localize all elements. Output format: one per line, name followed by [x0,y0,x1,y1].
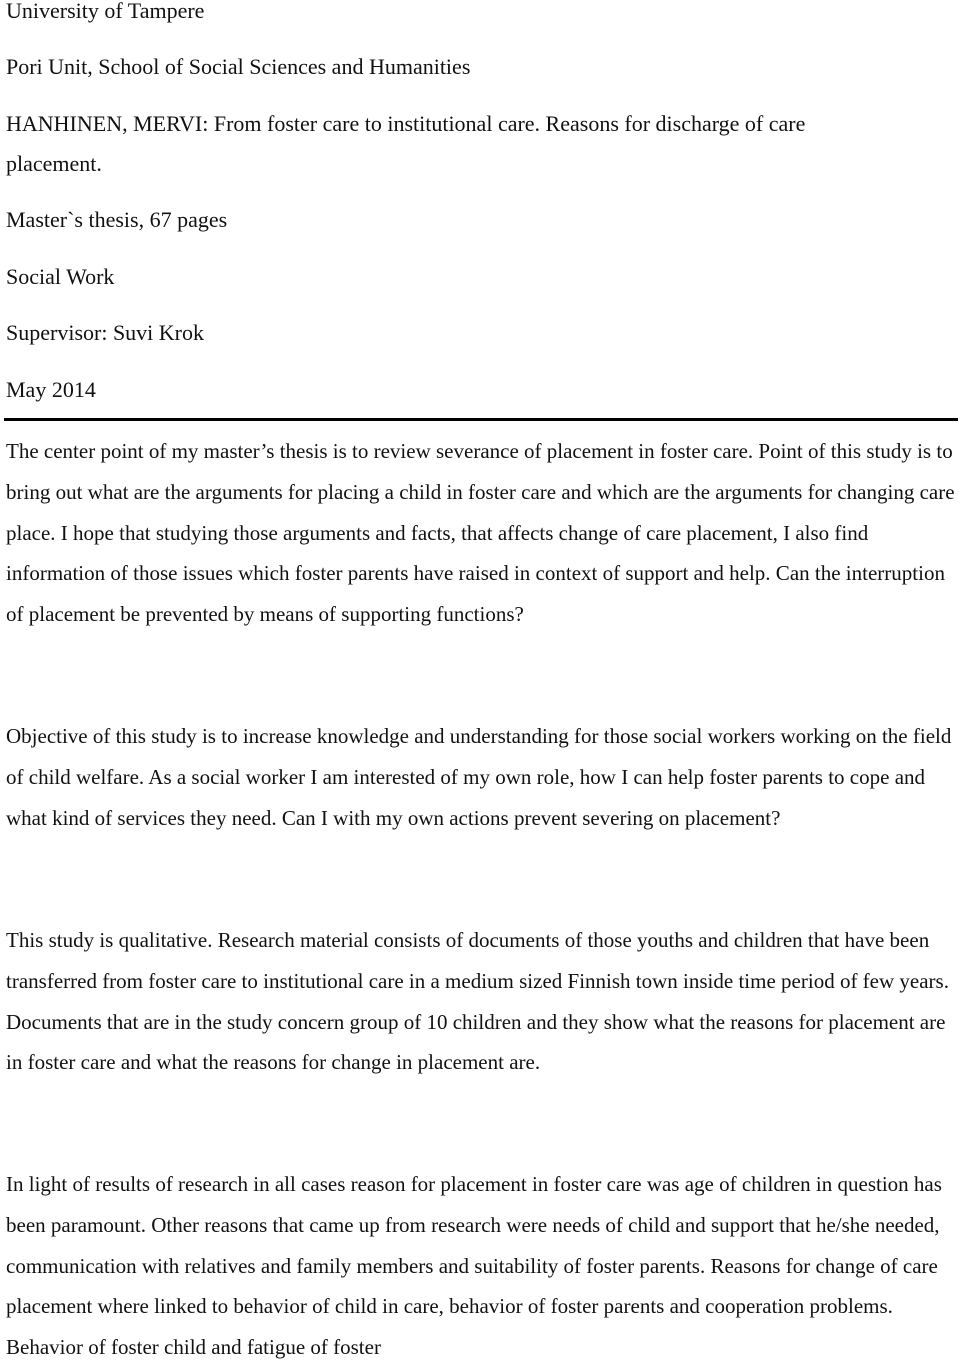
thesis-title-line-1: HANHINEN, MERVI: From foster care to institutional care. Reasons for discharge of care [6,111,806,136]
date: May 2014 [6,377,96,402]
university-name: University of Tampere [6,0,205,23]
thesis-info: Master`s thesis, 67 pages [6,207,228,232]
supervisor: Supervisor: Suvi Krok [6,320,204,345]
abstract-paragraph-4: In light of results of research in all cases reason for placement in foster care was age of children in question has been paramount. Other reasons that came up from research were needs of child and support that he/she needed, communication with relatives and family members and suitability of foster parents. Reasons for change of care placement where linked to behavior of child in care, behavior of foster parents and cooperation problems. Behavior of foster child and fatigue of foster [6,1172,942,1360]
header-divider [4,418,958,421]
unit-name: Pori Unit, School of Social Sciences and Humanities [6,54,471,79]
subject: Social Work [6,264,115,289]
abstract-paragraph-1: The center point of my master’s thesis is to review severance of placement in foster care. Point of this study is to bring out what are the arguments for placing a child in foster care and which are the arguments for changing care place. I hope that studying those arguments and facts, that affects change of care placement, I also find information of those issues which foster parents have raised in context of support and help. Can the interruption of placement be prevented by means of supporting functions? [6,439,955,627]
abstract-paragraph-2: Objective of this study is to increase knowledge and understanding for those social workers working on the field of child welfare. As a social worker I am interested of my own role, how I can help foster parents to cope and what kind of services they need. Can I with my own actions prevent severing on placement? [6,724,952,830]
abstract-paragraph-3: This study is qualitative. Research material consists of documents of those youths and children that have been transferred from foster care to institutional care in a medium sized Finnish town inside time period of few years. Documents that are in the study concern group of 10 children and they show what the reasons for placement are in foster care and what the reasons for change in placement are. [6,928,949,1075]
thesis-title-line-2: placement. [6,151,102,176]
